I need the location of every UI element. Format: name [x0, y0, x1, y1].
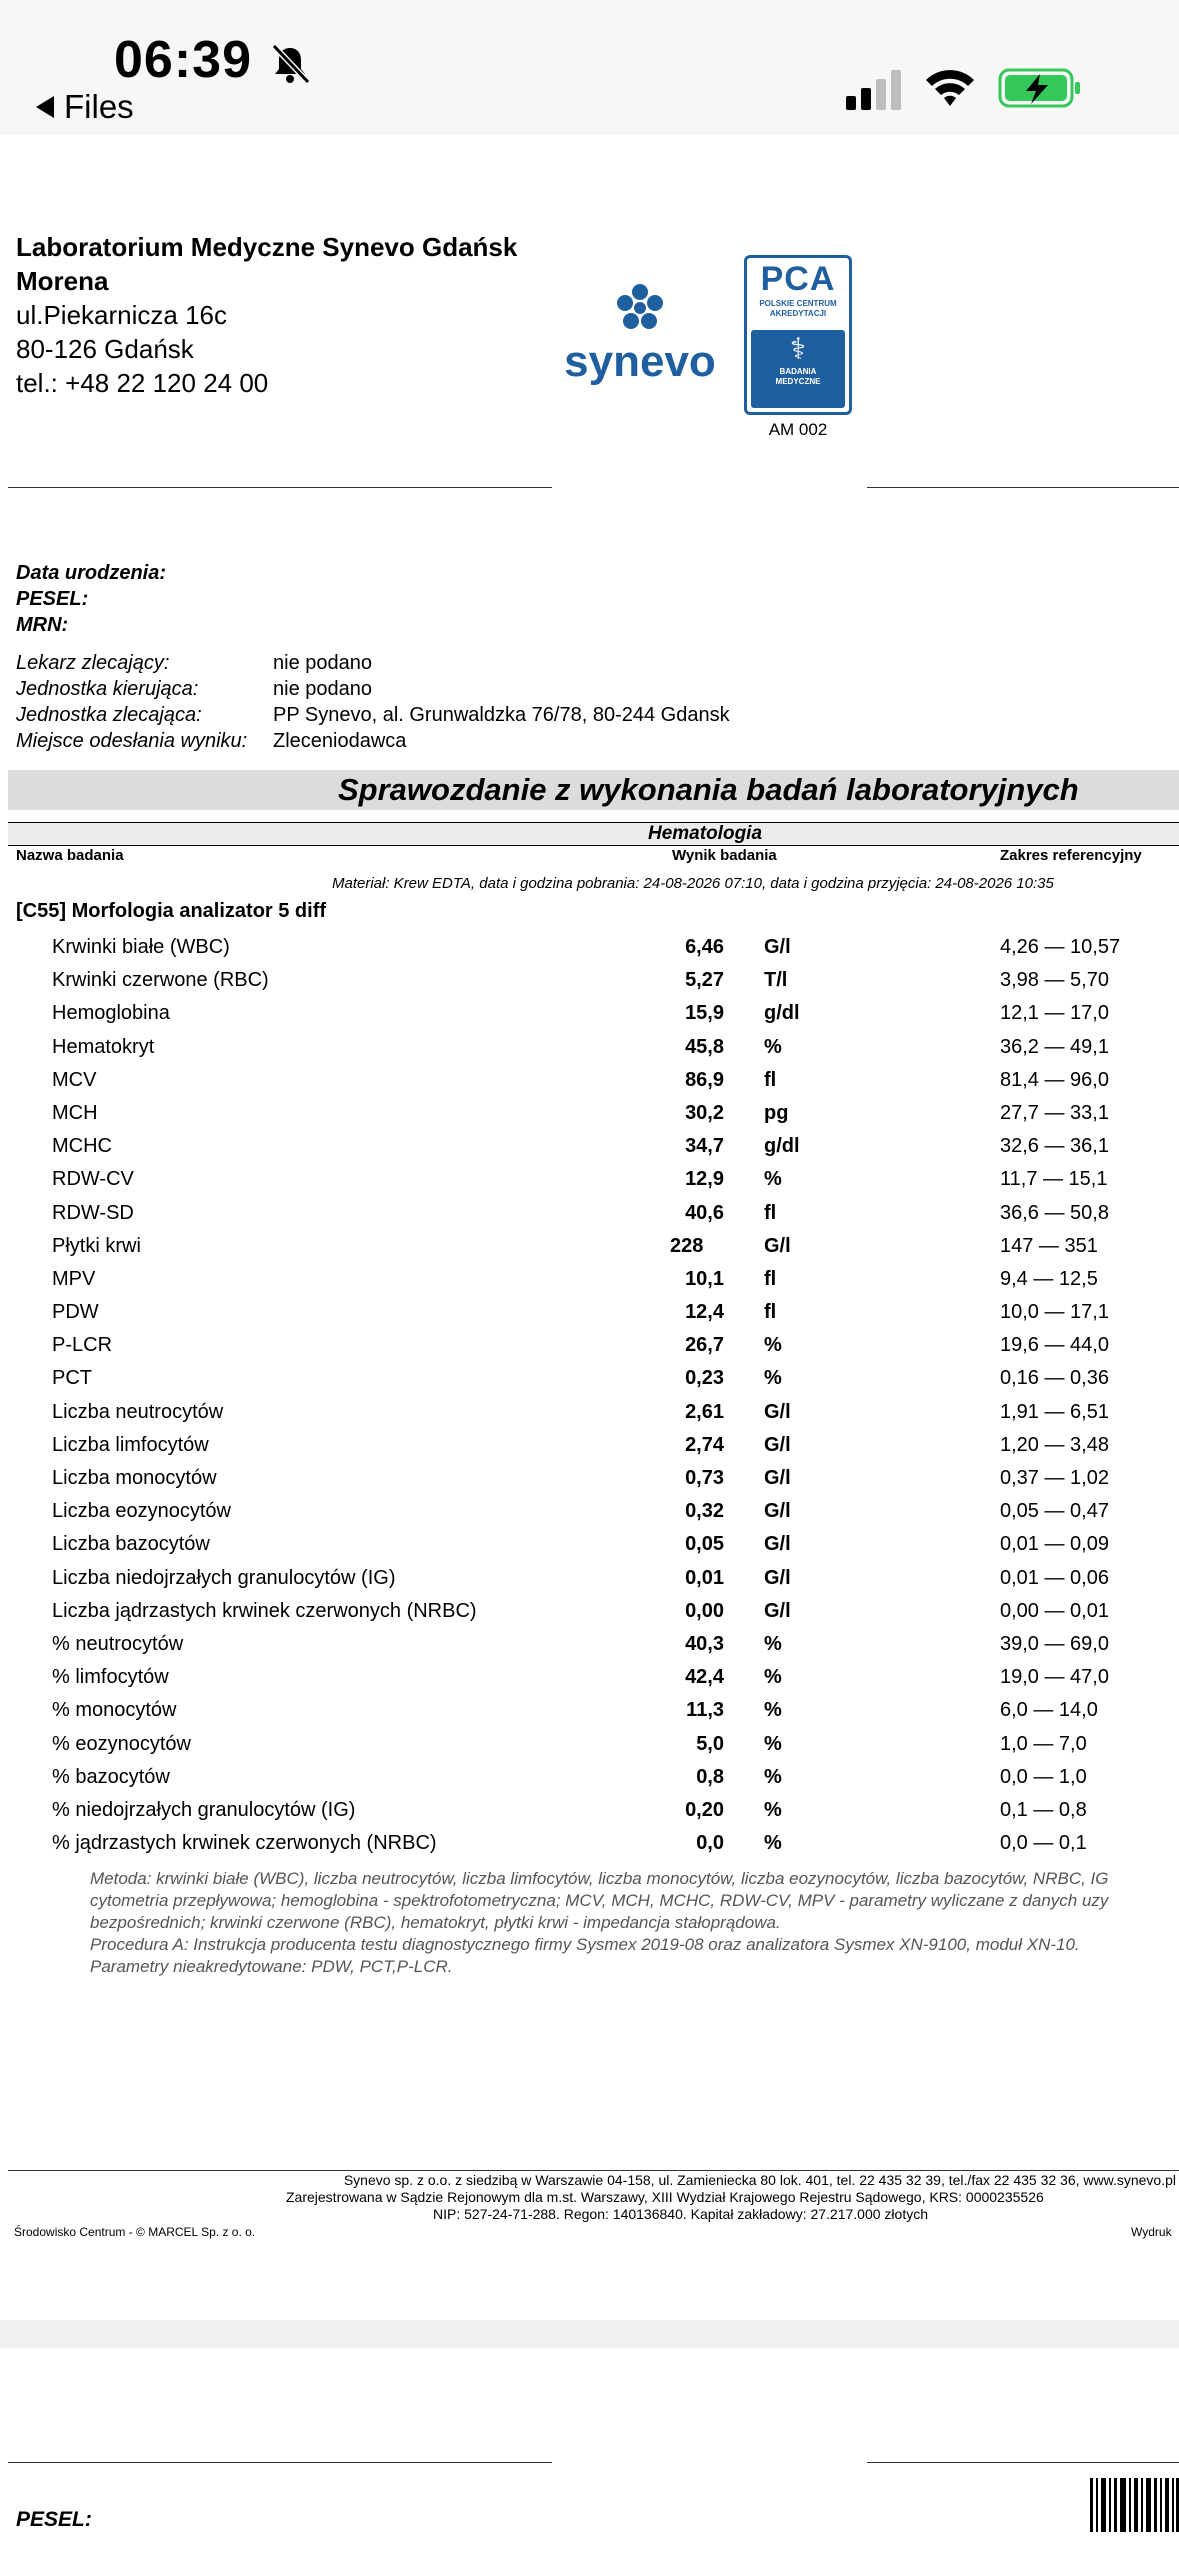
- section-header: [8, 822, 1179, 846]
- test-reference-range: 0,0 — 0,1: [1000, 1832, 1087, 1855]
- page-break: [0, 2320, 1179, 2348]
- table-row: [0, 1264, 1179, 1297]
- test-unit: %: [764, 1367, 782, 1390]
- test-unit: %: [764, 1732, 782, 1755]
- test-unit: %: [764, 1765, 782, 1788]
- footer-divider: [8, 2170, 1179, 2171]
- test-reference-range: 0,01 — 0,06: [1000, 1566, 1109, 1589]
- test-reference-range: 6,0 — 14,0: [1000, 1699, 1098, 1722]
- test-name: Krwinki czerwone (RBC): [52, 969, 269, 992]
- footer-print-label: Wydruk: [1131, 2225, 1172, 2239]
- table-row: [0, 1330, 1179, 1363]
- table-row: [0, 1164, 1179, 1197]
- test-unit: %: [764, 1035, 782, 1058]
- status-time: 06:39: [114, 31, 252, 89]
- table-row: [0, 1198, 1179, 1231]
- test-reference-range: 3,98 — 5,70: [1000, 969, 1109, 992]
- test-value: 0,0: [696, 1832, 724, 1855]
- test-value: 12,4: [685, 1301, 724, 1324]
- report-title: Sprawozdanie z wykonania badań laboratoryjnych: [338, 772, 1079, 807]
- test-name: Liczba eozynocytów: [52, 1500, 231, 1523]
- synevo-logo: [560, 280, 720, 390]
- table-row: [0, 965, 1179, 998]
- divider: [8, 2462, 552, 2463]
- test-value: 45,8: [685, 1035, 724, 1058]
- test-reference-range: 10,0 — 17,1: [1000, 1301, 1109, 1324]
- test-reference-range: 1,91 — 6,51: [1000, 1400, 1109, 1423]
- test-name: Krwinki białe (WBC): [52, 936, 230, 958]
- test-name: MCV: [52, 1068, 97, 1091]
- bell-slash-icon: [268, 42, 312, 86]
- test-unit: G/l: [764, 1467, 791, 1489]
- test-unit: G/l: [764, 1433, 791, 1456]
- test-value: 15,9: [685, 1002, 724, 1025]
- caduceus-icon: ⚕: [789, 333, 807, 366]
- table-row: [0, 1363, 1179, 1396]
- pca-bottom2: MEDYCZNE: [775, 377, 821, 386]
- col-range: Zakres referencyjny: [1000, 847, 1142, 864]
- test-reference-range: 147 — 351: [1000, 1234, 1098, 1257]
- footer-line3: NIP: 527-24-71-288. Regon: 140136840. Kapitał zakładowy: 27.217.000 złotych: [433, 2206, 929, 2222]
- test-value: 12,9: [685, 1168, 724, 1191]
- test-reference-range: 36,2 — 49,1: [1000, 1035, 1109, 1058]
- test-value: 34,7: [685, 1135, 724, 1158]
- test-value: 0,05: [685, 1533, 724, 1556]
- wifi-icon: [924, 66, 976, 108]
- signal-icon: [846, 70, 904, 112]
- test-value: 0,01: [685, 1566, 724, 1589]
- col-name: Nazwa badania: [16, 847, 124, 864]
- test-name: P-LCR: [52, 1334, 113, 1357]
- test-unit: pg: [764, 1101, 789, 1124]
- test-name: PCT: [52, 1367, 92, 1390]
- lab-address: [16, 230, 517, 400]
- footer-line1: Synevo sp. z o.o. z siedzibą w Warszawie 04-158, ul. Zamieniecka 80 lok. 401, tel. 22 435 32 39, tel./fax 22 435 32 36, www.synevo.pl: [343, 2172, 1176, 2188]
- table-row: [0, 1231, 1179, 1264]
- table-row: [0, 1828, 1179, 1861]
- pca-accreditation-badge: [744, 255, 852, 415]
- test-reference-range: 81,4 — 96,0: [1000, 1068, 1109, 1091]
- test-unit: fl: [764, 1267, 777, 1290]
- battery-charging-icon: [998, 66, 1082, 110]
- test-value: 2,61: [685, 1400, 724, 1423]
- test-unit: G/l: [764, 936, 791, 958]
- table-row: [0, 1131, 1179, 1164]
- column-headers: [0, 847, 1179, 867]
- mrn-label: MRN:: [16, 614, 69, 636]
- pesel-label: PESEL:: [16, 588, 89, 610]
- report-title-bar: [8, 770, 1179, 810]
- test-name: RDW-SD: [52, 1201, 134, 1224]
- test-value: 26,7: [685, 1334, 724, 1357]
- test-unit: %: [764, 1666, 782, 1689]
- accreditation-code: AM 002: [768, 420, 828, 439]
- test-reference-range: 11,7 — 15,1: [1000, 1168, 1108, 1191]
- lab-street: ul.Piekarnicza 16c: [16, 300, 227, 330]
- lab-name: Laboratorium Medyczne Synevo Gdańsk: [16, 232, 518, 262]
- test-unit: %: [764, 1168, 782, 1191]
- table-row: [0, 1529, 1179, 1562]
- order-row: Lekarz zlecający: nie podano: [16, 652, 372, 674]
- table-row: [0, 1596, 1179, 1629]
- material-info: Materiał: Krew EDTA, data i godzina pobrania: 24-08-2026 07:10, data i godzina przyjęcia: 24-08-2026 10:35: [332, 875, 1054, 892]
- test-name: Liczba neutrocytów: [52, 1400, 224, 1423]
- test-reference-range: 0,00 — 0,01: [1000, 1599, 1109, 1622]
- table-row: [0, 1065, 1179, 1098]
- test-name: RDW-CV: [52, 1168, 134, 1191]
- test-name: MCH: [52, 1101, 98, 1124]
- test-reference-range: 0,37 — 1,02: [1000, 1467, 1109, 1489]
- patient-info: [16, 560, 166, 638]
- status-bar: [0, 0, 1179, 135]
- test-unit: G/l: [764, 1500, 791, 1523]
- test-value: 42,4: [685, 1666, 724, 1689]
- test-unit: %: [764, 1632, 782, 1655]
- table-row: [0, 1662, 1179, 1695]
- pca-bottom1: BADANIA: [779, 367, 817, 376]
- test-unit: %: [764, 1832, 782, 1855]
- test-reference-range: 1,0 — 7,0: [1000, 1732, 1087, 1755]
- table-row: [0, 1430, 1179, 1463]
- table-row: [0, 998, 1179, 1031]
- test-name: Liczba niedojrzałych granulocytów (IG): [52, 1566, 396, 1589]
- test-unit: %: [764, 1798, 782, 1821]
- lab-phone: tel.: +48 22 120 24 00: [16, 368, 269, 398]
- test-name: % limfocytów: [52, 1666, 169, 1689]
- table-row: [0, 1563, 1179, 1596]
- test-unit: g/dl: [764, 1002, 800, 1025]
- test-unit: T/l: [764, 969, 788, 992]
- test-unit: G/l: [764, 1234, 791, 1257]
- test-unit: G/l: [764, 1599, 791, 1622]
- test-reference-range: 1,20 — 3,48: [1000, 1433, 1109, 1456]
- test-unit: fl: [764, 1301, 777, 1324]
- method-line: bezpośrednich; krwinki czerwone (RBC), hematokryt, płytki krwi - impedancja stałoprądowa.: [90, 1913, 781, 1932]
- test-reference-range: 39,0 — 69,0: [1000, 1632, 1109, 1655]
- table-row: [0, 1098, 1179, 1131]
- test-unit: fl: [764, 1068, 777, 1091]
- test-value: 2,74: [685, 1433, 724, 1456]
- method-line: Parametry nieakredytowane: PDW, PCT,P-LCR.: [90, 1957, 453, 1976]
- section-title: Hematologia: [648, 823, 763, 844]
- test-reference-range: 36,6 — 50,8: [1000, 1201, 1109, 1224]
- order-row: Jednostka zlecająca: PP Synevo, al. Grunwaldzka 76/78, 80-244 Gdansk: [16, 704, 730, 726]
- test-name: % jądrzastych krwinek czerwonych (NRBC): [52, 1832, 437, 1855]
- test-value: 40,3: [685, 1632, 724, 1655]
- test-value: 0,23: [685, 1367, 724, 1390]
- test-name: PDW: [52, 1301, 99, 1324]
- test-name: Liczba jądrzastych krwinek czerwonych (NRBC): [52, 1599, 477, 1622]
- divider: [867, 2462, 1179, 2463]
- test-unit: G/l: [764, 1533, 791, 1556]
- test-value: 6,46: [685, 936, 724, 958]
- table-row: [0, 1463, 1179, 1496]
- test-name: MPV: [52, 1267, 96, 1290]
- test-reference-range: 0,1 — 0,8: [1000, 1798, 1087, 1821]
- col-result: Wynik badania: [672, 847, 777, 864]
- test-name: % eozynocytów: [52, 1732, 191, 1755]
- test-name: Liczba bazocytów: [52, 1533, 210, 1556]
- test-reference-range: 12,1 — 17,0: [1000, 1002, 1109, 1025]
- test-name: Liczba monocytów: [52, 1467, 217, 1489]
- order-row: Miejsce odesłania wyniku: Zleceniodawca: [16, 730, 407, 752]
- test-name: % bazocytów: [52, 1765, 170, 1788]
- test-unit: G/l: [764, 1400, 791, 1423]
- order-info: [16, 650, 730, 754]
- table-row: [0, 1795, 1179, 1828]
- test-value: 5,0: [696, 1732, 724, 1755]
- test-value: 0,73: [685, 1467, 724, 1489]
- barcode: [1090, 2478, 1179, 2532]
- test-value: 10,1: [685, 1267, 724, 1290]
- test-unit: g/dl: [764, 1135, 800, 1158]
- table-row: [0, 1032, 1179, 1065]
- table-row: [0, 1762, 1179, 1795]
- test-reference-range: 9,4 — 12,5: [1000, 1267, 1098, 1290]
- birth-date-label: Data urodzenia:: [16, 562, 167, 584]
- test-reference-range: 27,7 — 33,1: [1000, 1101, 1109, 1124]
- test-name: Płytki krwi: [52, 1234, 141, 1257]
- results-table: [0, 932, 1179, 1861]
- back-chevron-icon: [36, 96, 54, 118]
- footer-software: Środowisko Centrum - © MARCEL Sp. z o. o.: [14, 2225, 256, 2239]
- test-unit: fl: [764, 1201, 777, 1224]
- test-value: 0,20: [685, 1798, 724, 1821]
- test-reference-range: 0,16 — 0,36: [1000, 1367, 1109, 1390]
- test-name: % neutrocytów: [52, 1632, 184, 1655]
- test-reference-range: 0,05 — 0,47: [1000, 1500, 1109, 1523]
- table-row: [0, 1397, 1179, 1430]
- test-unit: %: [764, 1334, 782, 1357]
- test-reference-range: 4,26 — 10,57: [1000, 936, 1121, 958]
- test-value: 40,6: [685, 1201, 724, 1224]
- test-value: 228: [670, 1234, 704, 1257]
- back-label: Files: [64, 88, 134, 125]
- pca-title: PCA: [760, 260, 836, 298]
- test-value: 11,3: [686, 1699, 724, 1722]
- test-value: 0,00: [685, 1599, 724, 1622]
- test-value: 0,8: [696, 1765, 724, 1788]
- test-unit: G/l: [764, 1566, 791, 1589]
- test-name: Hematokryt: [52, 1035, 155, 1058]
- test-name: Hemoglobina: [52, 1002, 170, 1025]
- test-name: % monocytów: [52, 1699, 177, 1722]
- divider: [867, 487, 1179, 488]
- next-page-pesel-label: PESEL:: [16, 2508, 92, 2531]
- test-unit: %: [764, 1699, 782, 1722]
- table-row: [0, 1629, 1179, 1662]
- pca-sub2: AKREDYTACJI: [769, 309, 827, 318]
- pca-sub1: POLSKIE CENTRUM: [759, 299, 837, 308]
- method-line: cytometria przepływowa; hemoglobina - spektrofotometryczna; MCV, MCH, MCHC, RDW-CV, MPV - parametry wyliczane z danych uzy: [90, 1891, 1109, 1910]
- test-reference-range: 32,6 — 36,1: [1000, 1135, 1109, 1158]
- test-reference-range: 0,01 — 0,09: [1000, 1533, 1109, 1556]
- divider: [8, 487, 552, 488]
- order-row: Jednostka kierująca: nie podano: [16, 678, 372, 700]
- back-to-files-button[interactable]: [36, 88, 134, 126]
- table-row: [0, 932, 1179, 965]
- test-value: 0,32: [685, 1500, 724, 1523]
- method-line: Procedura A: Instrukcja producenta testu diagnostycznego firmy Sysmex 2019-08 oraz analizatora Sysmex XN-9100, moduł XN-10.: [90, 1935, 1080, 1954]
- test-reference-range: 19,0 — 47,0: [1000, 1666, 1109, 1689]
- table-row: [0, 1729, 1179, 1762]
- test-reference-range: 0,0 — 1,0: [1000, 1765, 1087, 1788]
- table-row: [0, 1496, 1179, 1529]
- lab-city: 80-126 Gdańsk: [16, 334, 194, 364]
- test-name: MCHC: [52, 1135, 112, 1158]
- test-value: 5,27: [685, 969, 724, 992]
- table-row: [0, 1297, 1179, 1330]
- method-notes: [90, 1868, 1179, 1978]
- test-name: % niedojrzałych granulocytów (IG): [52, 1798, 356, 1821]
- test-name: Liczba limfocytów: [52, 1433, 209, 1456]
- footer-line2: Zarejestrowana w Sądzie Rejonowym dla m.st. Warszawy, XIII Wydział Krajowego Rejestru Sądowego, KRS: 0000235526: [286, 2189, 1044, 2205]
- test-group-title: [C55] Morfologia analizator 5 diff: [16, 900, 327, 922]
- table-row: [0, 1695, 1179, 1728]
- test-value: 30,2: [685, 1101, 724, 1124]
- test-reference-range: 19,6 — 44,0: [1000, 1334, 1109, 1357]
- test-value: 86,9: [685, 1068, 724, 1091]
- method-line: Metoda: krwinki białe (WBC), liczba neutrocytów, liczba limfocytów, liczba monocytów, liczba eozynocytów, liczba bazocytów, NRBC, IG: [90, 1869, 1109, 1888]
- lab-name-line2: Morena: [16, 266, 109, 296]
- synevo-wordmark: synevo: [564, 337, 716, 386]
